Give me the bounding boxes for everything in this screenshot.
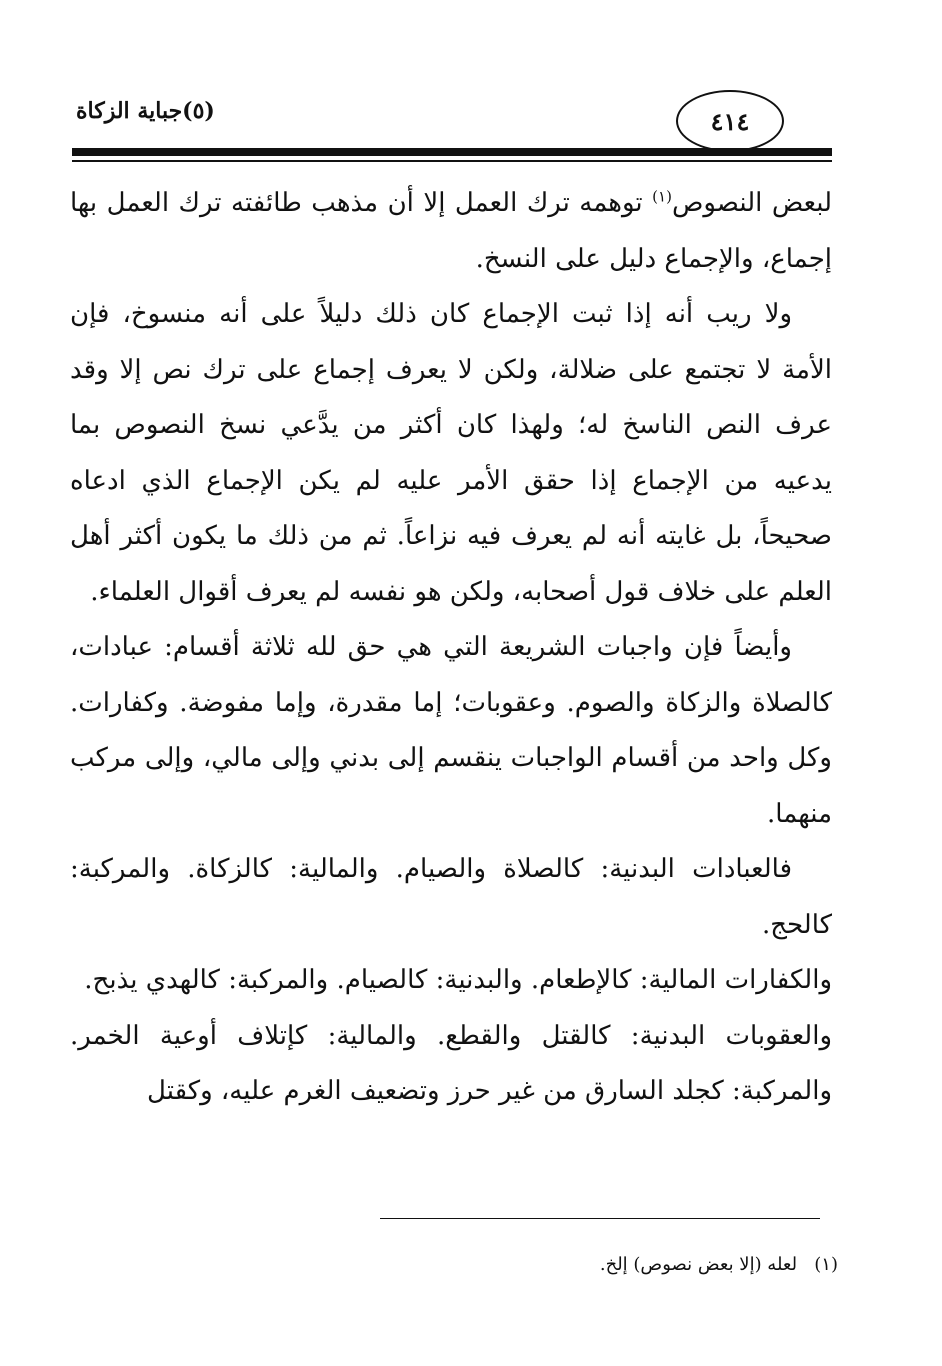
running-header-title: (٥)جباية الزكاة — [76, 98, 215, 124]
paragraph-4: فالعبادات البدنية: كالصلاة والصيام. والمالية: كالزكاة. والمركبة: كالحج. — [70, 854, 832, 940]
page-number-badge — [676, 90, 784, 152]
page-number: ٤١٤ — [710, 106, 750, 136]
paragraph-3: وأيضاً فإن واجبات الشريعة التي هي حق لله ثلاثة أقسام: عبادات، كالصلاة والزكاة والصوم. وعقوبات؛ إما مقدرة، وإما مفوضة. وكفارات. وكل واحد من أقسام الواجبات ينقسم إلى بدني وإلى مالي، وإلى مركب منهما. — [70, 632, 832, 829]
footnote-separator — [380, 1218, 820, 1219]
footnote-text: لعله (إلا بعض نصوص) إلخ. — [599, 1254, 798, 1275]
paragraph-2: ولا ريب أنه إذا ثبت الإجماع كان ذلك دليلاً على أنه منسوخ، فإن الأمة لا تجتمع على ضلالة، ولكن لا يعرف إجماع على ترك نص إلا وقد عرف النص الناسخ له؛ ولهذا كان أكثر من يدَّعي نسخ النصوص بما يدعيه من الإجماع إذا حقق الأمر عليه لم يكن الإجماع الذي ادعاه صحيحاً، بل غايته أنه لم يعرف فيه نزاعاً. ثم من ذلك ما يكون أكثر أهل العلم على خلاف قول أصحابه، ولكن هو نفسه لم يعرف أقوال العلماء. — [70, 299, 832, 607]
footnote-reference: (١) — [652, 187, 672, 206]
paragraph-1-start: لبعض النصوص — [671, 188, 832, 218]
header-rule-thick — [72, 148, 832, 156]
paragraph-5: والكفارات المالية: كالإطعام. والبدنية: كالصيام. والمركبة: كالهدي يذبح. — [84, 965, 832, 995]
footnote — [440, 1254, 838, 1275]
footnote-marker: (١) — [814, 1254, 838, 1275]
header-rule-thin — [72, 160, 832, 162]
main-text — [70, 176, 832, 1120]
paragraph-6: والعقوبات البدنية: كالقتل والقطع. والمالية: كإتلاف أوعية الخمر. والمركبة: كجلد السارق من غير حرز وتضعيف الغرم عليه، وكقتل — [70, 1020, 832, 1106]
paragraph-1-rest: توهمه ترك العمل إلا أن مذهب طائفته ترك العمل بها إجماع، والإجماع دليل على النسخ. — [70, 188, 832, 274]
paragraph-1 — [70, 176, 832, 287]
